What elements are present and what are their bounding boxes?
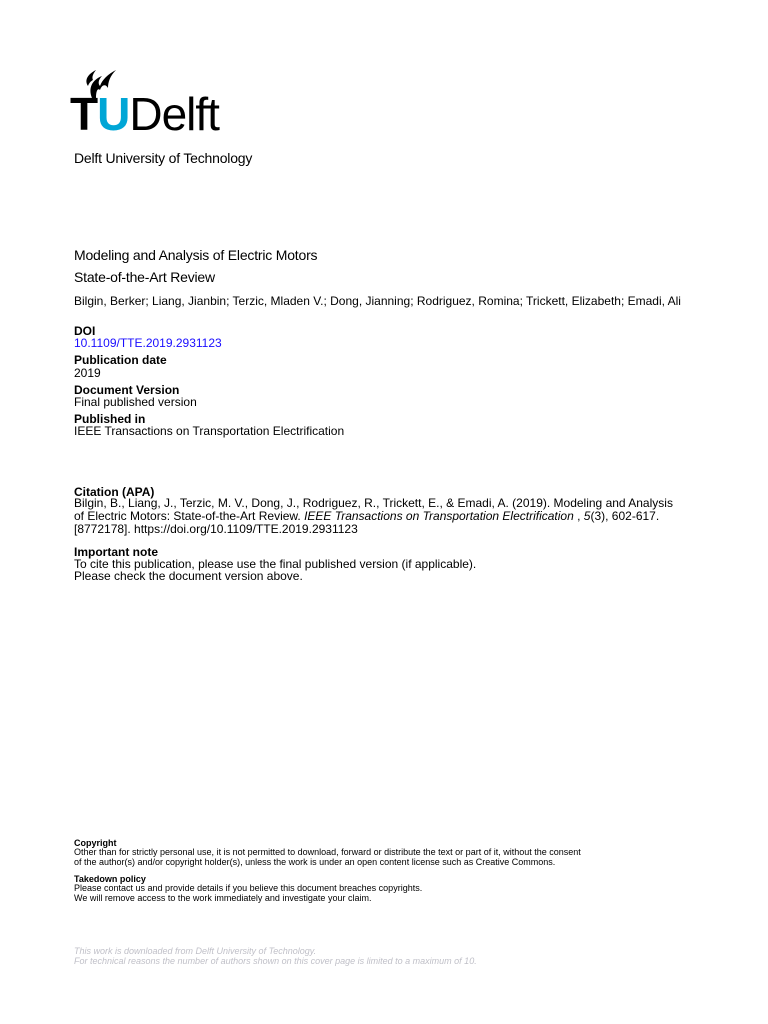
logo-letter-t: T <box>70 88 98 140</box>
citation-volume: 5 <box>583 509 591 523</box>
doi-link[interactable]: 10.1109/TTE.2019.2931123 <box>74 336 222 350</box>
copyright-line1: Other than for strictly personal use, it is not permitted to download, forward or distribute the text or part of it, without the consent <box>74 847 581 857</box>
important-note-label: Important note <box>74 545 158 559</box>
doi-label: DOI <box>74 324 96 338</box>
copyright-label: Copyright <box>74 838 117 848</box>
important-note-line2: Please check the document version above. <box>74 569 303 583</box>
publication-date-label: Publication date <box>74 353 167 367</box>
tu-delft-logo <box>70 66 260 142</box>
document-version-label: Document Version <box>74 383 180 397</box>
publication-date-value: 2019 <box>74 366 101 380</box>
takedown-line2: We will remove access to the work immediately and investigate your claim. <box>74 893 372 903</box>
footer-line2: For technical reasons the number of authors shown on this cover page is limited to a maximum of 10. <box>74 956 477 966</box>
logo-letter-u: U <box>97 88 130 140</box>
logo-wordmark <box>70 88 219 140</box>
published-in-value: IEEE Transactions on Transportation Electrification <box>74 424 345 438</box>
citation-part1: Bilgin, B., Liang, J., Terzic, M. V., Dong, J., Rodriguez, R., Trickett, E., & Emadi, A. (2019). Modeling and Analysis of Electric Motors: State-of-the-Art Review. <box>74 496 673 523</box>
published-in-label: Published in <box>74 412 146 426</box>
authors-list: Bilgin, Berker; Liang, Jianbin; Terzic, Mladen V.; Dong, Jianning; Rodriguez, Romina; Trickett, Elizabeth; Emadi, Ali <box>74 294 681 308</box>
copyright-line2: of the author(s) and/or copyright holder(s), unless the work is under an open content license such as Creative Commons. <box>74 857 556 867</box>
takedown-line1: Please contact us and provide details if you believe this document breaches copyrights. <box>74 883 423 893</box>
citation-part2: , <box>573 509 584 523</box>
important-note-line1: To cite this publication, please use the final published version (if applicable). <box>74 557 477 571</box>
document-version-value: Final published version <box>74 395 197 409</box>
citation-text <box>74 497 678 536</box>
takedown-label: Takedown policy <box>74 874 146 884</box>
citation-journal: IEEE Transactions on Transportation Electrification <box>304 509 574 523</box>
logo-word-delft: Delft <box>129 88 219 140</box>
citation-part3: (3), 602-617. [8772178]. https://doi.org/10.1109/TTE.2019.2931123 <box>74 509 660 536</box>
paper-title-line1: Modeling and Analysis of Electric Motors <box>74 247 318 263</box>
doi-value[interactable] <box>74 336 222 350</box>
paper-title-line2: State-of-the-Art Review <box>74 269 215 285</box>
institution-name: Delft University of Technology <box>74 150 253 166</box>
footer-line1: This work is downloaded from Delft University of Technology. <box>74 946 317 956</box>
citation-label: Citation (APA) <box>74 485 155 499</box>
